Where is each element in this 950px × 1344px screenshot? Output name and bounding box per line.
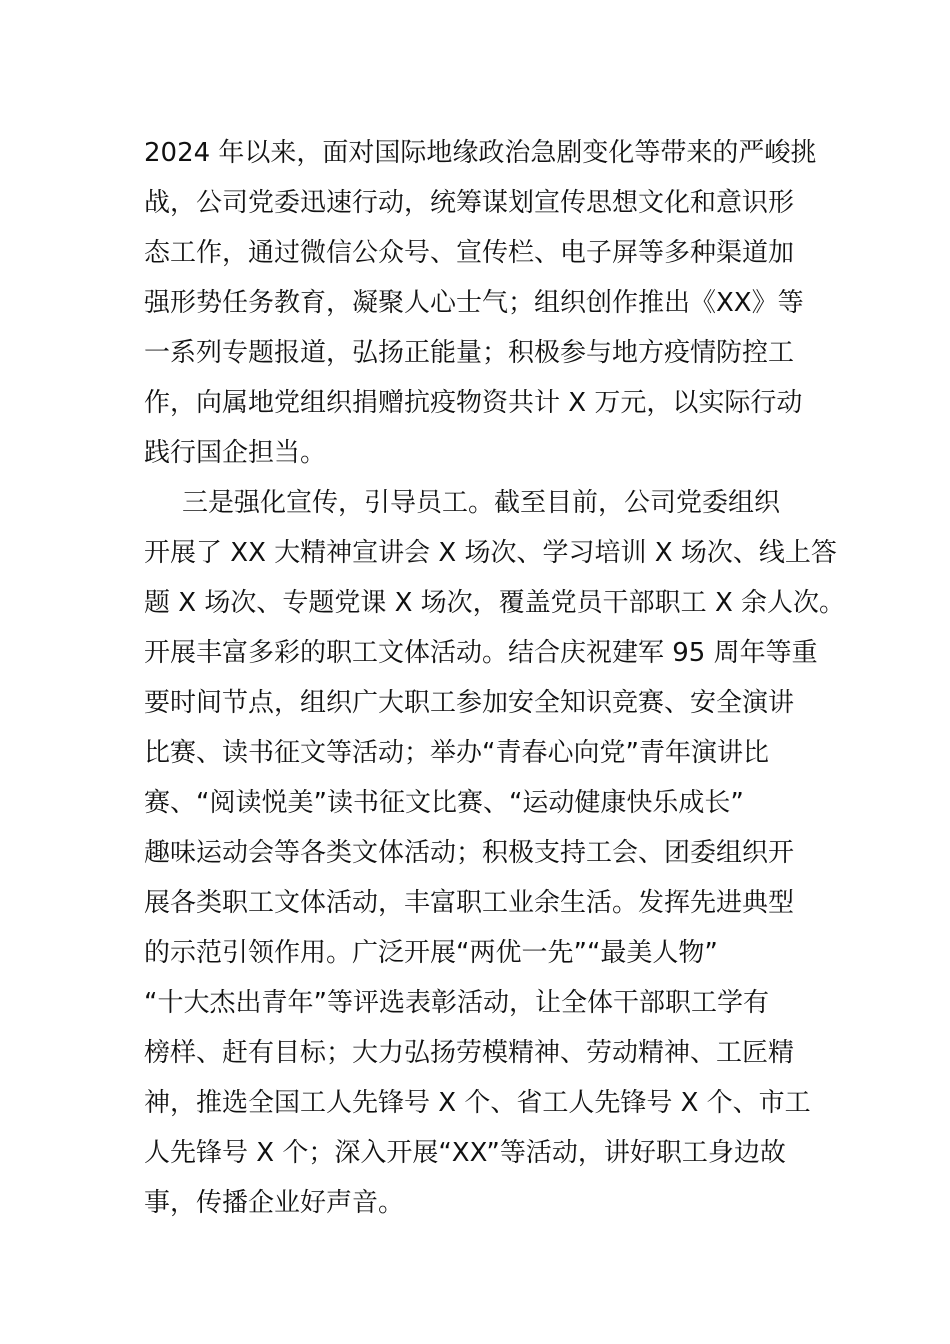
paragraph-line: 践行国企担当。 <box>144 438 327 468</box>
paragraph-line: 开展了 XX 大精神宣讲会 X 场次、学习培训 X 场次、线上答 <box>144 538 837 568</box>
paragraph-line: 人先锋号 X 个；深入开展“XX”等活动，讲好职工身边故 <box>144 1138 786 1168</box>
paragraph-line: 趣味运动会等各类文体活动；积极支持工会、团委组织开 <box>144 838 795 868</box>
paragraph-line: 作，向属地党组织捐赠抗疫物资共计 X 万元，以实际行动 <box>144 388 803 418</box>
paragraph-line: 事，传播企业好声音。 <box>144 1188 405 1218</box>
document-body <box>144 128 846 1228</box>
paragraph-line: 展各类职工文体活动，丰富职工业余生活。发挥先进典型 <box>144 888 795 918</box>
paragraph-line: 2024 年以来，面对国际地缘政治急剧变化等带来的严峻挑 <box>144 138 817 168</box>
paragraph-line: 的示范引领作用。广泛开展“两优一先”“最美人物” <box>144 938 718 968</box>
paragraph-line: “十大杰出青年”等评选表彰活动，让全体干部职工学有 <box>144 988 769 1018</box>
paragraph-line: 三是强化宣传，引导员工。截至目前，公司党委组织 <box>182 488 781 518</box>
paragraph-1 <box>144 128 816 478</box>
paragraph-line: 赛、“阅读悦美”读书征文比赛、“运动健康快乐成长” <box>144 788 744 818</box>
paragraph-line: 态工作，通过微信公众号、宣传栏、电子屏等多种渠道加 <box>144 238 795 268</box>
paragraph-2 <box>144 478 846 1228</box>
paragraph-line: 强形势任务教育，凝聚人心士气；组织创作推出《XX》等 <box>144 288 804 318</box>
paragraph-line: 要时间节点，组织广大职工参加安全知识竞赛、安全演讲 <box>144 688 795 718</box>
paragraph-line: 一系列专题报道，弘扬正能量；积极参与地方疫情防控工 <box>144 338 795 368</box>
paragraph-line: 比赛、读书征文等活动；举办“青春心向党”青年演讲比 <box>144 738 769 768</box>
paragraph-line: 开展丰富多彩的职工文体活动。结合庆祝建军 95 周年等重 <box>144 638 818 668</box>
paragraph-line: 神，推选全国工人先锋号 X 个、省工人先锋号 X 个、市工 <box>144 1088 811 1118</box>
paragraph-line: 榜样、赶有目标；大力弘扬劳模精神、劳动精神、工匠精 <box>144 1038 795 1068</box>
paragraph-line: 战，公司党委迅速行动，统筹谋划宣传思想文化和意识形 <box>144 188 795 218</box>
paragraph-line: 题 X 场次、专题党课 X 场次，覆盖党员干部职工 X 余人次。 <box>144 588 846 618</box>
